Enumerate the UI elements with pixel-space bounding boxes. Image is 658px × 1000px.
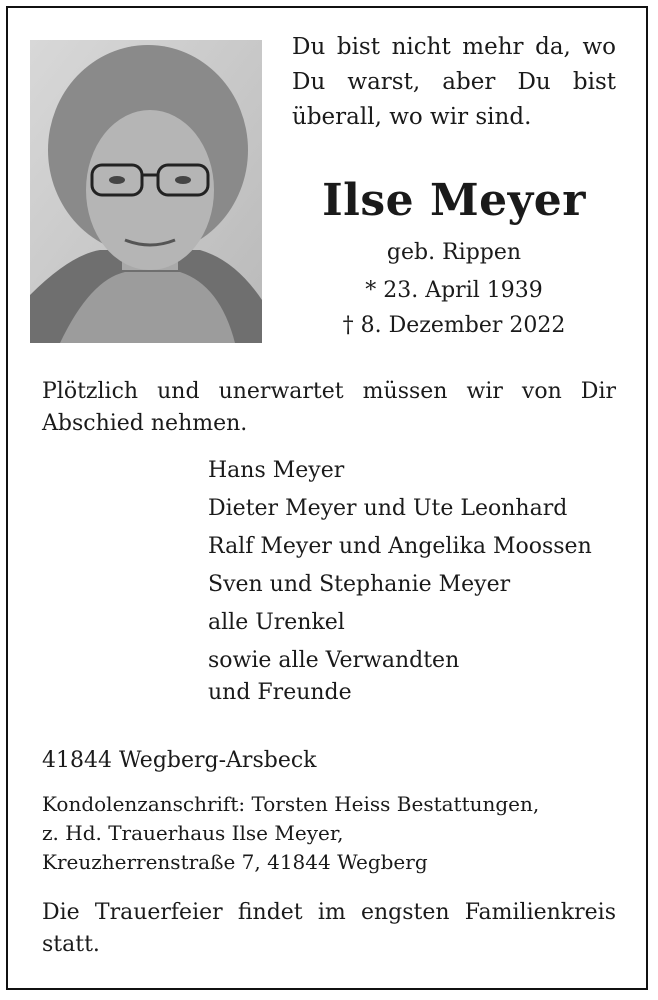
condolence-line: Kreuzherrenstraße 7, 41844 Wegberg	[42, 850, 428, 874]
portrait-photo	[30, 40, 262, 343]
mourner-entry: Ralf Meyer und Angelika Moossen	[208, 534, 592, 559]
condolence-address	[42, 790, 616, 877]
condolence-line: z. Hd. Trauerhaus Ilse Meyer,	[42, 821, 344, 845]
mourner-entry: sowie alle Verwandten und Freunde	[208, 648, 460, 705]
memorial-verse: Du bist nicht mehr da, wo Du warst, aber Du bist überall, wo wir sind.	[292, 34, 616, 130]
death-date: † 8. Dezember 2022	[342, 313, 566, 338]
mourner-entry: Sven und Stephanie Meyer	[208, 572, 511, 597]
deceased-name: Ilse Meyer	[322, 175, 586, 226]
ceremony-notice: Die Trauerfeier findet im engsten Familienkreis statt.	[42, 900, 616, 957]
farewell-text: Plötzlich und unerwartet müssen wir von Dir Abschied nehmen.	[42, 379, 616, 436]
mourners-list	[208, 455, 628, 715]
condolence-line: Kondolenzanschrift: Torsten Heiss Bestattungen,	[42, 792, 540, 816]
mourner-entry: Dieter Meyer und Ute Leonhard	[208, 496, 568, 521]
birth-date: * 23. April 1939	[365, 278, 543, 303]
mourner-entry: alle Urenkel	[208, 610, 345, 635]
mourner-entry: Hans Meyer	[208, 458, 345, 483]
place-of-residence: 41844 Wegberg-Arsbeck	[42, 748, 317, 773]
maiden-name: geb. Rippen	[386, 240, 522, 265]
